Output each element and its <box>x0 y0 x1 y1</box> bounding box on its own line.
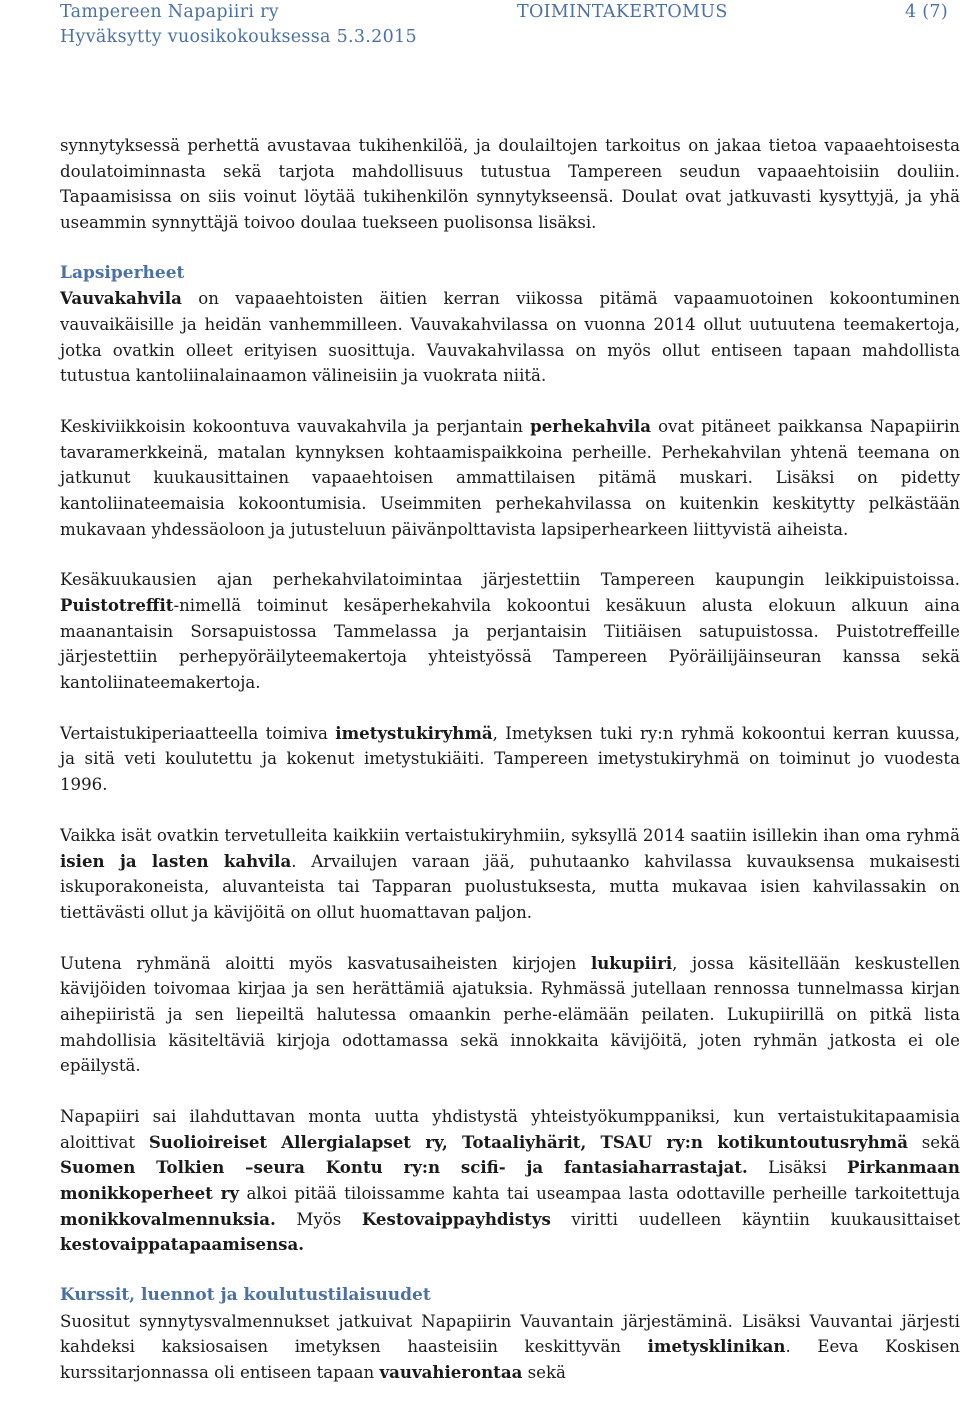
page-header-line-1 <box>60 2 948 26</box>
paragraph-puistotreffit <box>60 567 960 695</box>
page-header-line-2 <box>60 27 948 51</box>
paragraph-doula-intro <box>60 133 960 235</box>
bold-term: Suolioireiset Allergialapset ry, Totaaliyhärit, TSAU ry:n kotikuntoutusryhmä <box>148 1131 908 1152</box>
text-run: Keskiviikkoisin kokoontuva vauvakahvila ja perjantain <box>60 417 531 437</box>
text-run: sekä <box>522 1362 566 1382</box>
paragraph-vauvakahvila <box>60 286 960 388</box>
paragraph-yhteistyokumppanit <box>60 1104 960 1258</box>
text-run: . Eeva Koskisen kurssitarjonnassa oli entiseen tapaan <box>60 1337 960 1382</box>
bold-term: imetysklinikan <box>647 1336 786 1357</box>
text-run: synnytyksessä perhettä avustavaa tukihenkilöä, ja doulailtojen tarkoitus on jakaa tietoa vapaaehtoisesta doulatoiminnasta sekä tarjota mahdollisuus tutustua Tampereen seudun vapaaehtoisiin douliin. Tapaamisissa on siis voinut löytää tukihenkilön synnytykseensä. Doulat ovat jatkuvasti kysyttyjä, ja yhä useammin synnyttäjä toivoo doulaa tuekseen puolisonsa lisäksi. <box>60 136 960 232</box>
paragraph-imetystukiryhma <box>60 721 960 798</box>
bold-term: Kestovaippayhdistys <box>361 1208 551 1229</box>
header-page-number: 4 (7) <box>905 2 948 22</box>
text-run: Myös <box>275 1209 362 1229</box>
paragraph-isien-kahvila <box>60 823 960 925</box>
text-run: , Imetyksen tuki ry:n ryhmä kokoontui kerran kuussa, ja sitä veti koulutettu ja kokenut imetystukiäiti. Tampereen imetystukiryhmä on toiminut jo vuodesta 1996. <box>60 723 960 795</box>
bold-term: Suomen Tolkien –seura Kontu ry:n scifi- ja fantasiaharrastajat. <box>60 1157 748 1178</box>
section-heading-lapsiperheet: Lapsiperheet <box>60 262 185 283</box>
section-heading-kurssit: Kurssit, luennot ja koulutustilaisuudet <box>60 1285 431 1306</box>
text-run: Kesäkuukausien ajan perhekahvilatoimintaa järjestettiin Tampereen kaupungin leikkipuistoissa. <box>60 570 960 590</box>
header-organization: Tampereen Napapiiri ry <box>60 2 279 22</box>
text-run: Suositut synnytysvalmennukset jatkuivat Napapiirin Vauvantain järjestäminä. Lisäksi Vauvantai järjesti kahdeksi kaksiosaisen imetyksen haasteisiin keskittyvän <box>60 1311 960 1357</box>
paragraph-perhekahvila <box>60 414 960 542</box>
bold-term: Vauvakahvila <box>60 288 182 309</box>
text-run: viritti uudelleen käyntiin kuukausittaiset <box>550 1209 960 1229</box>
document-body <box>60 133 960 1385</box>
text-run: alkoi pitää tiloissamme kahta tai useampaa lasta odottaville perheille tarkoitettuja <box>239 1183 960 1203</box>
bold-term: vauvahierontaa <box>379 1361 523 1382</box>
header-document-title: TOIMINTAKERTOMUS <box>517 2 728 22</box>
text-run: , jossa käsitellään keskustellen kävijöiden toivomaa kirjaa ja sen herättämiä ajatuksia. Ryhmässä jutellaan rennossa tunnelmassa kirjan aihepiiristä ja sen liepeiltä halutessa omaankin perhe-elämään peilaten. Lukupiirillä on pitkä lista mahdollisia käsiteltäviä kirjoja odottamassa sekä innokkaita kävijöitä, joten ryhmän jatkosta ei ole epäilystä. <box>60 953 960 1076</box>
header-approval-note: Hyväksytty vuosikokouksessa 5.3.2015 <box>60 27 417 47</box>
text-run: Vaikka isät ovatkin tervetulleita kaikkiin vertaistukiryhmiin, syksyllä 2014 saatiin isillekin ihan oma ryhmä <box>60 826 960 846</box>
text-run: sekä <box>907 1132 960 1152</box>
text-run: ovat pitäneet paikkansa Napapiirin tavaramerkkeinä, matalan kynnyksen kohtaamispaikkoina perheille. Perhekahvilan yhtenä teemana on jatkunut kuukausittainen vapaaehtoisen ammattilaisen pitämä muskari. Lisäksi on pidetty kantoliinateemaisia kokoontumisia. Useimmiten perhekahvilassa on kuitenkin keskitytty pelkästään mukavaan yhdessäoloon ja jutusteluun päivänpolttavista lapsiperhearkeen liittyvistä aiheista. <box>60 417 960 539</box>
bold-term: perhekahvila <box>530 416 651 437</box>
bold-term: Puistotreffit <box>60 595 174 616</box>
bold-term: Pirkanmaan monikkoperheet ry <box>60 1157 960 1203</box>
text-run: Napapiiri sai ilahduttavan monta uutta yhdistystä yhteistyökumppaniksi, kun vertaistukitapaamisia aloittivat <box>60 1107 960 1152</box>
text-run: on vapaaehtoisten äitien kerran viikossa pitämä vapaamuotoinen kokoontuminen vauvaikäisille ja heidän vanhemmilleen. Vauvakahvilassa on vuonna 2014 ollut uutuutena teemakertoja, jotka ovatkin olleet erityisen suosittuja. Vauvakahvilassa on myös ollut entiseen tapaan mahdollista tutustua kantoliinalainaamon välineisiin ja vuokrata niitä. <box>60 289 960 386</box>
bold-term: imetystukiryhmä <box>335 722 493 743</box>
text-run: . Arvailujen varaan jää, puhutaanko kahvilassa kuvauksensa mukaisesti iskuporakoneista, aluvanteista tai Tapparan puolustuksesta, mutta mukavaa isien kahvilassakin on tiettävästi ollut ja kävijöitä on ollut huomattavan paljon. <box>60 851 960 922</box>
bold-term: monikkovalmennuksia. <box>60 1208 276 1229</box>
paragraph-lukupiiri <box>60 951 960 1079</box>
bold-term: isien ja lasten kahvila <box>60 850 292 871</box>
text-run: -nimellä toiminut kesäperhekahvila kokoontui kesäkuun alusta elokuun alkuun aina maanantaisin Sorsapuistossa Tammelassa ja perjantaisin Tiitiäisen satupuistossa. Puistotreffeille järjestettiin perhepyöräilyteemakertoja yhteistyössä Tampereen Pyöräilijäinseuran kanssa sekä kantoliinateemakertoja. <box>60 596 960 692</box>
bold-term: kestovaippatapaamisensa. <box>60 1234 305 1255</box>
bold-term: lukupiiri <box>590 952 673 973</box>
text-run: Lisäksi <box>747 1158 848 1178</box>
paragraph-synnytysvalmennukset <box>60 1309 960 1386</box>
text-run: Uutena ryhmänä aloitti myös kasvatusaiheisten kirjojen <box>60 953 591 973</box>
text-run: Vertaistukiperiaatteella toimiva <box>60 723 336 743</box>
